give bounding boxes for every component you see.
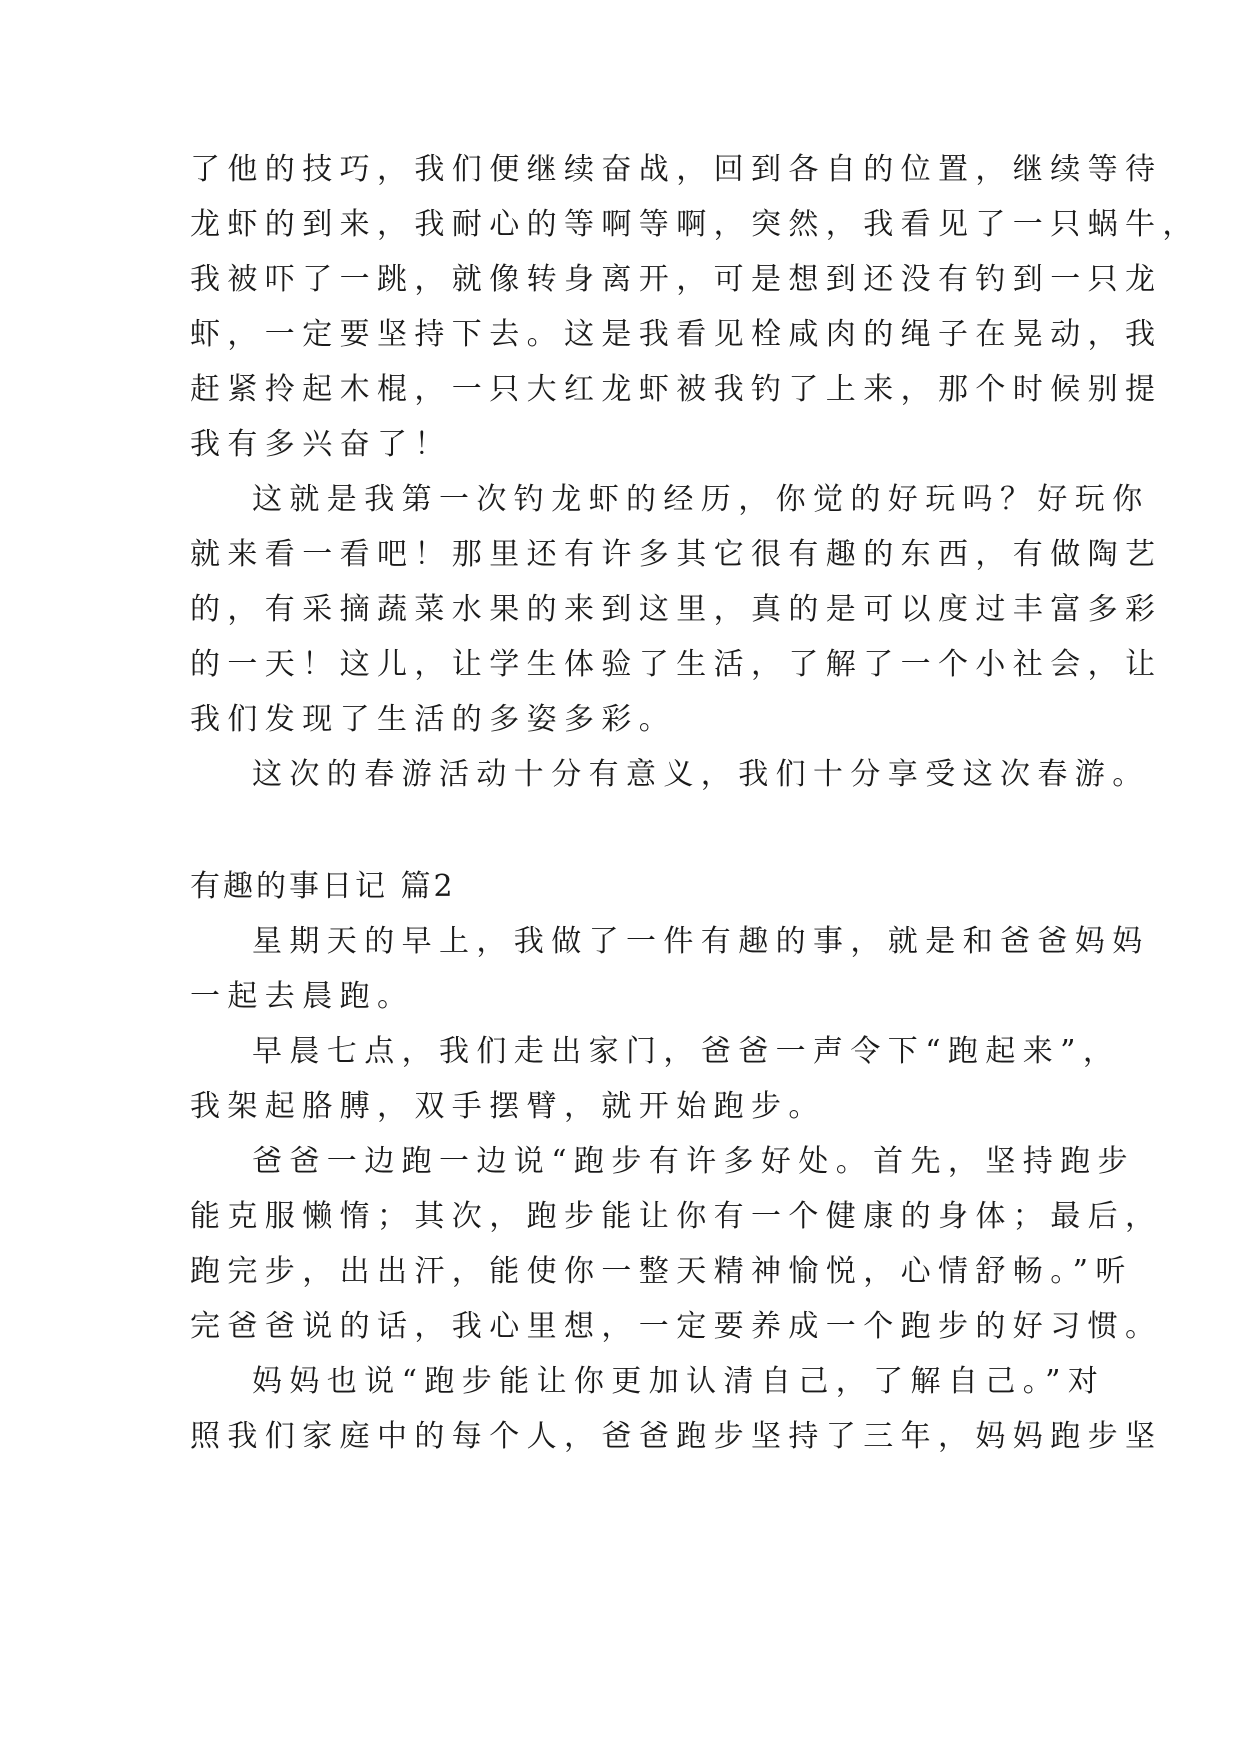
- paragraph-line: 我被吓了一跳，就像转身离开，可是想到还没有钓到一只龙: [190, 262, 1163, 297]
- paragraph-line: 能克服懒惰；其次，跑步能让你有一个健康的身体；最后，: [190, 1199, 1163, 1234]
- paragraph-line: 跑完步，出出汗，能使你一整天精神愉悦，心情舒畅。”听: [190, 1254, 1133, 1289]
- paragraph-line: 的，有采摘蔬菜水果的来到这里，真的是可以度过丰富多彩: [190, 592, 1163, 627]
- paragraph-line: 赶紧拎起木棍，一只大红龙虾被我钓了上来，那个时候别提: [190, 372, 1163, 407]
- paragraph-line: 就来看一看吧！那里还有许多其它很有趣的东西，有做陶艺: [190, 537, 1163, 572]
- paragraph-line: 我们发现了生活的多姿多彩。: [190, 702, 677, 737]
- paragraph-line: 早晨七点，我们走出家门，爸爸一声令下“跑起来”，: [252, 1034, 1121, 1069]
- paragraph-line: 了他的技巧，我们便继续奋战，回到各自的位置，继续等待: [190, 152, 1163, 187]
- paragraph-line: 星期天的早上，我做了一件有趣的事，就是和爸爸妈妈: [252, 924, 1150, 959]
- paragraph-line: 完爸爸说的话，我心里想，一定要养成一个跑步的好习惯。: [190, 1309, 1163, 1344]
- paragraph-line: 虾，一定要坚持下去。这是我看见栓咸肉的绳子在晃动，我: [190, 317, 1163, 352]
- paragraph-line: 我有多兴奋了！: [190, 427, 452, 462]
- paragraph-line: 我架起胳膊，双手摆臂，就开始跑步。: [190, 1089, 826, 1124]
- paragraph-line: 的一天！这儿，让学生体验了生活，了解了一个小社会，让: [190, 647, 1163, 682]
- section-heading: 有趣的事日记 篇2: [190, 869, 456, 904]
- paragraph-line: 一起去晨跑。: [190, 979, 415, 1014]
- paragraph-line: 爸爸一边跑一边说“跑步有许多好处。首先，坚持跑步: [252, 1144, 1135, 1179]
- paragraph-line: 这就是我第一次钓龙虾的经历，你觉的好玩吗？好玩你: [252, 482, 1150, 517]
- paragraph-line: 照我们家庭中的每个人，爸爸跑步坚持了三年，妈妈跑步坚: [190, 1419, 1163, 1454]
- paragraph-line: 这次的春游活动十分有意义，我们十分享受这次春游。: [252, 757, 1150, 792]
- paragraph-line: 龙虾的到来，我耐心的等啊等啊，突然，我看见了一只蜗牛，: [190, 207, 1200, 242]
- paragraph-line: 妈妈也说“跑步能让你更加认清自己，了解自己。”对: [252, 1364, 1106, 1399]
